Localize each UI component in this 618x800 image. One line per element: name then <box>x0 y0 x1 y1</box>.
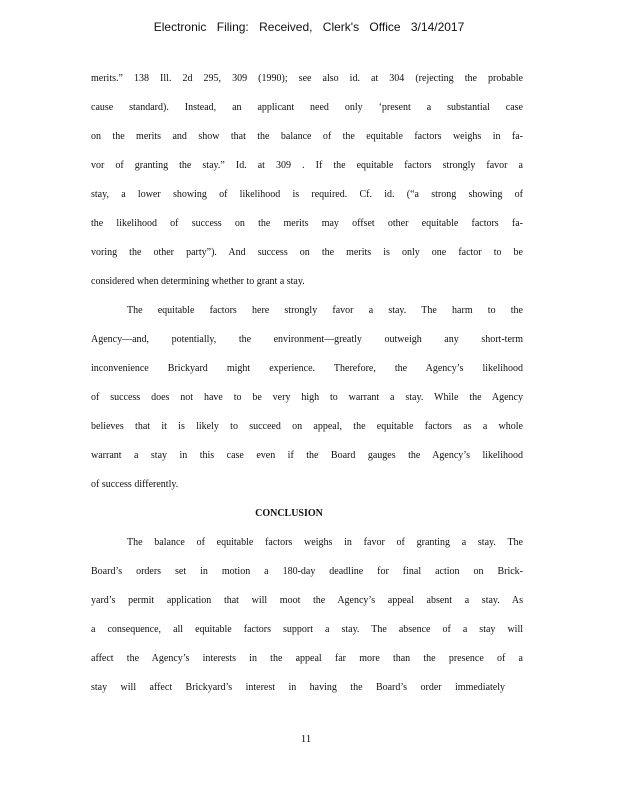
filing-header: Electronic Filing: Received, Clerk's Office 3/14/2017 <box>153 20 465 34</box>
body-line: stay will affect Brickyard’s interest in having the Board’s order immediately <box>91 682 505 693</box>
body-line: merits.” 138 Ill. 2d 295, 309 (1990); see also id. at 304 (rejecting the probable <box>91 73 523 84</box>
body-line: cause standard). Instead, an applicant need only ‘present a substantial case <box>91 102 523 113</box>
body-line: a consequence, all equitable factors support a stay. The absence of a stay will <box>91 624 523 635</box>
body-line: on the merits and show that the balance of the equitable factors weighs in fa- <box>91 131 523 142</box>
section-heading: CONCLUSION <box>255 508 323 519</box>
body-line: considered when determining whether to grant a stay. <box>91 276 305 287</box>
body-line: of success does not have to be very high to warrant a stay. While the Agency <box>91 392 523 403</box>
body-line: The equitable factors here strongly favor a stay. The harm to the <box>127 305 523 316</box>
body-line: believes that it is likely to succeed on appeal, the equitable factors as a whole <box>91 421 523 432</box>
body-line: warrant a stay in this case even if the Board gauges the Agency’s likelihood <box>91 450 523 461</box>
body-line: inconvenience Brickyard might experience. Therefore, the Agency’s likelihood <box>91 363 523 374</box>
body-line: affect the Agency’s interests in the appeal far more than the presence of a <box>91 653 523 664</box>
page-number: 11 <box>300 733 312 745</box>
body-line: Board’s orders set in motion a 180-day deadline for final action on Brick- <box>91 566 523 577</box>
body-line: Agency—and, potentially, the environment—greatly outweigh any short-term <box>91 334 523 345</box>
body-line: voring the other party”). And success on the merits is only one factor to be <box>91 247 523 258</box>
body-line: of success differently. <box>91 479 179 490</box>
body-line: vor of granting the stay.” Id. at 309 . If the equitable factors strongly favor a <box>91 160 523 171</box>
body-line: yard’s permit application that will moot the Agency’s appeal absent a stay. As <box>91 595 523 606</box>
body-line: the likelihood of success on the merits may offset other equitable factors fa- <box>91 218 523 229</box>
body-line: The balance of equitable factors weighs in favor of granting a stay. The <box>127 537 523 548</box>
body-line: stay, a lower showing of likelihood is required. Cf. id. (“a strong showing of <box>91 189 523 200</box>
